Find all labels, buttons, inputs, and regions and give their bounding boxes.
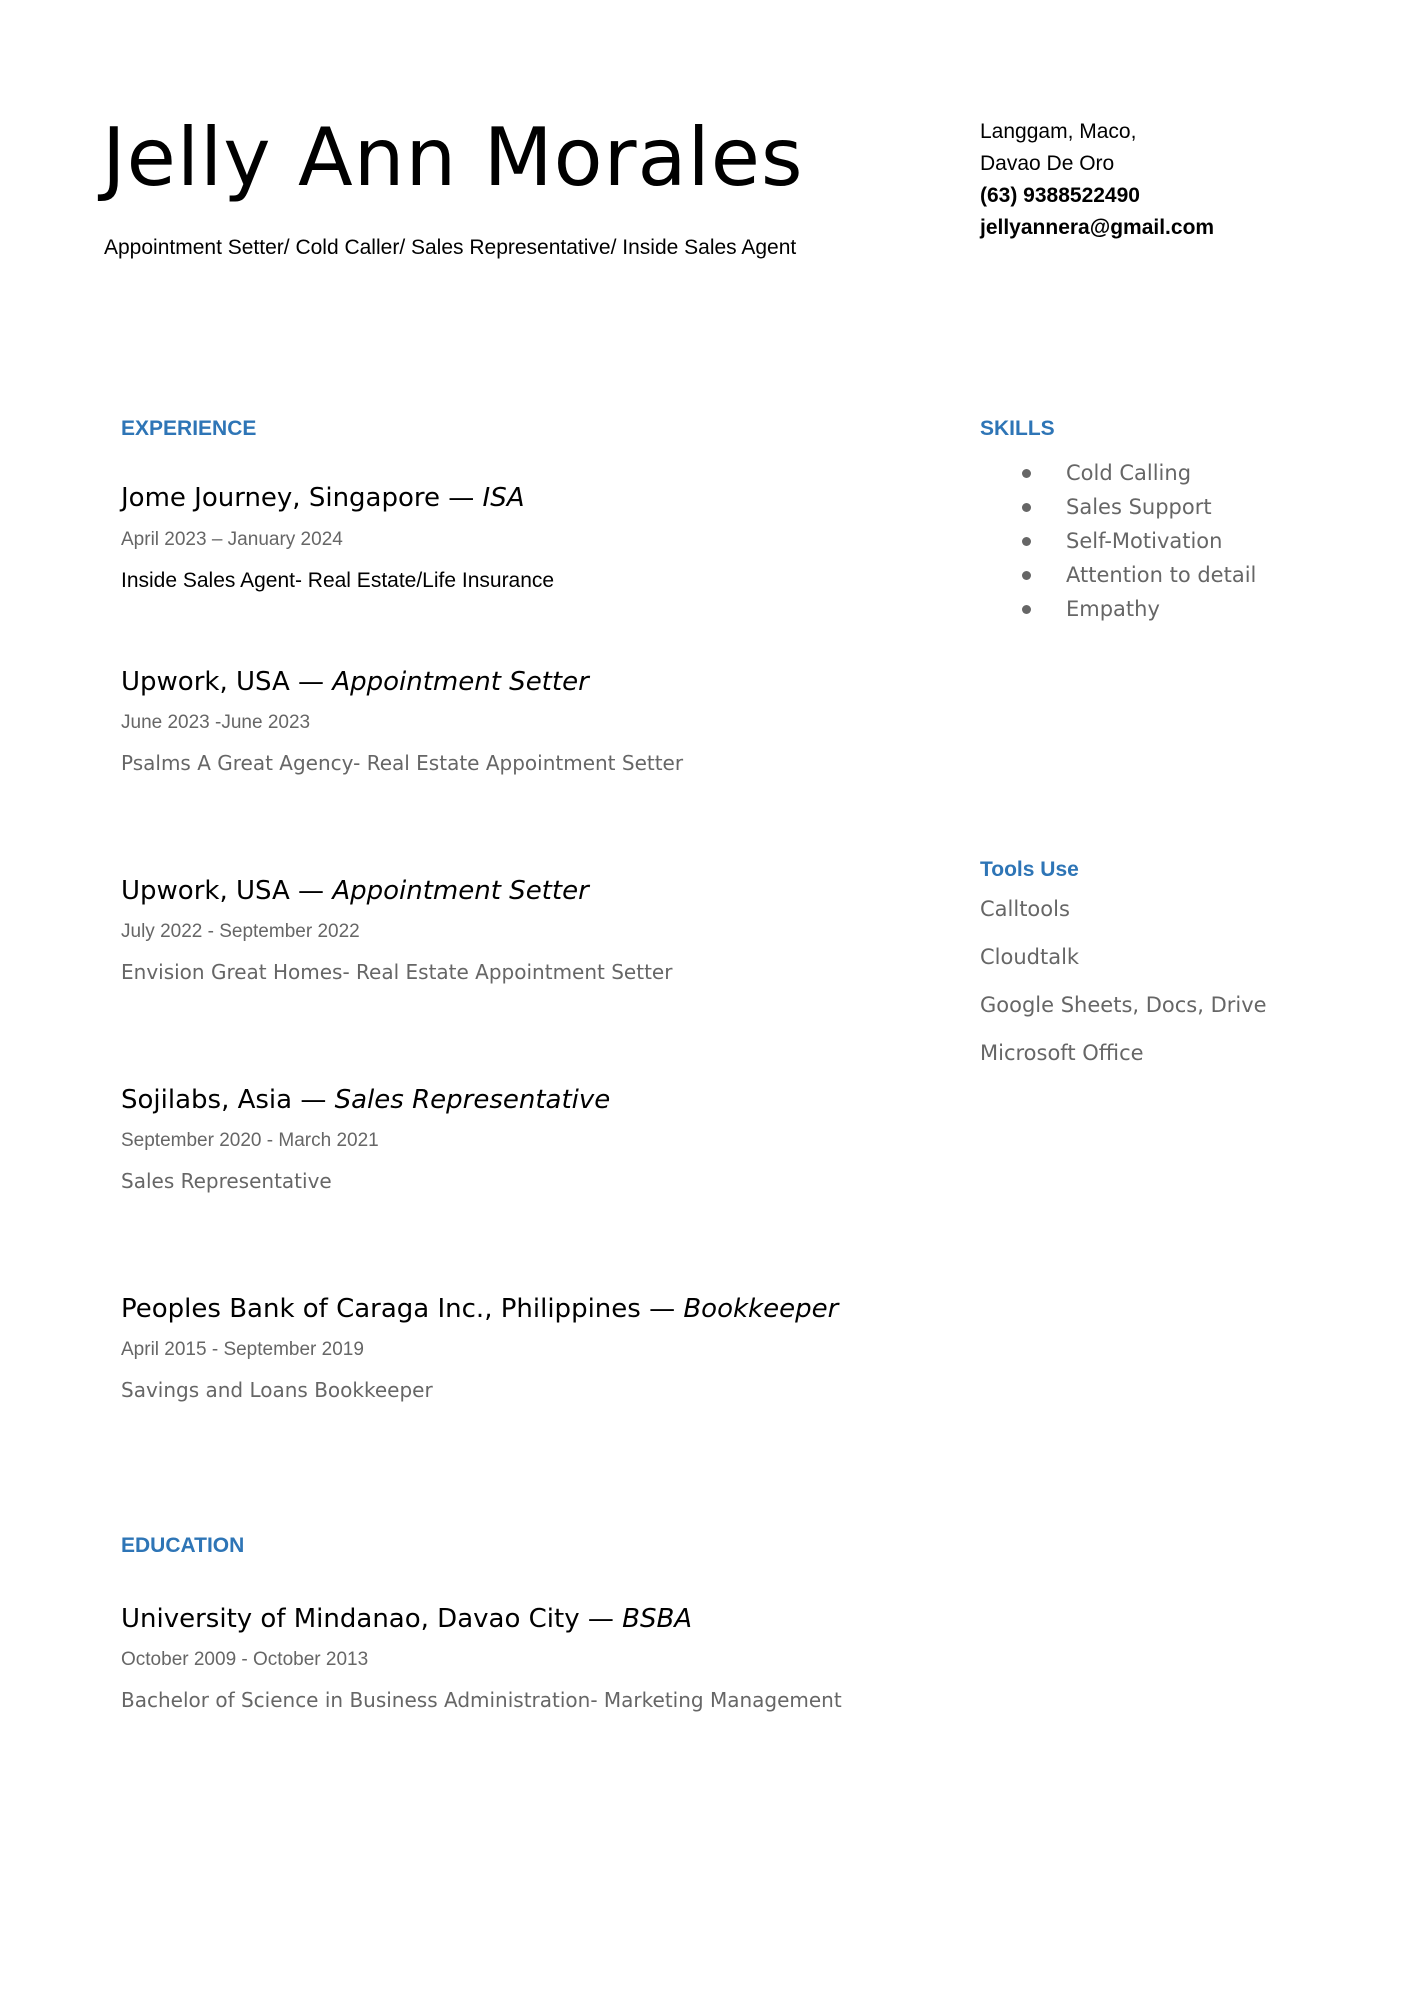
experience-description: Inside Sales Agent- Real Estate/Life Insurance [121,569,555,592]
experience-company: Upwork, USA [121,667,290,697]
skill-label: Self-Motivation [1066,529,1223,553]
bullet-icon [1022,503,1031,512]
experience-role: Appointment Setter [332,876,589,906]
address-line-2: Davao De Oro [980,152,1115,175]
email-address: jellyannera@gmail.com [980,216,1215,239]
tool-item: Cloudtalk [980,945,1080,969]
experience-dates: June 2023 -June 2023 [121,712,311,733]
experience-role: Sales Representative [334,1085,611,1115]
bullet-icon [1022,469,1031,478]
tool-item: Microsoft Office [980,1041,1144,1065]
experience-dates: September 2020 - March 2021 [121,1130,379,1151]
experience-location: Philippines — [492,1294,684,1324]
education-degree: BSBA [622,1604,693,1634]
experience-role: ISA [482,483,525,513]
skill-item [1022,592,1256,626]
experience-role: Bookkeeper [683,1294,839,1324]
experience-heading: EXPERIENCE [121,417,257,440]
skill-label: Empathy [1066,597,1160,621]
education-heading: EDUCATION [121,1534,245,1557]
resume-name: Jelly Ann Morales [102,111,804,204]
experience-dates: April 2023 – January 2024 [121,529,343,550]
experience-location: — [289,667,333,697]
experience-company: Peoples Bank of Caraga Inc., [121,1294,493,1324]
experience-description: Sales Representative [121,1169,332,1193]
experience-company: Jome Journey, [121,483,301,513]
skill-label: Sales Support [1066,495,1212,519]
education-description: Bachelor of Science in Business Administration- Marketing Management [121,1688,842,1712]
skills-heading: SKILLS [980,417,1055,440]
education-entry-title [121,1603,692,1635]
education-location: Davao City — [428,1604,623,1634]
education-school: University of Mindanao, [121,1604,429,1634]
skill-item [1022,524,1256,558]
experience-location: — [289,876,333,906]
skill-item [1022,456,1256,490]
experience-description: Envision Great Homes- Real Estate Appointment Setter [121,960,673,984]
experience-entry-title [121,666,589,698]
resume-subtitle: Appointment Setter/ Cold Caller/ Sales Representative/ Inside Sales Agent [104,236,797,259]
experience-location: — [292,1085,335,1115]
tools-list [980,896,1267,1088]
experience-description: Savings and Loans Bookkeeper [121,1378,433,1402]
phone-number: (63) 9388522490 [980,184,1140,207]
experience-company: Upwork, USA [121,876,290,906]
education-dates: October 2009 - October 2013 [121,1649,369,1670]
skills-list [1022,456,1256,626]
experience-dates: July 2022 - September 2022 [121,921,360,942]
experience-location: Singapore — [300,483,483,513]
bullet-icon [1022,571,1031,580]
experience-entry-title [121,1084,610,1116]
experience-company: Sojilabs, Asia [121,1085,293,1115]
experience-entry-title [121,875,589,907]
tool-item: Google Sheets, Docs, Drive [980,993,1267,1017]
skill-label: Cold Calling [1066,461,1192,485]
skill-item [1022,490,1256,524]
tools-heading: Tools Use [980,858,1079,881]
skill-label: Attention to detail [1066,563,1257,587]
contact-block [980,116,1214,244]
bullet-icon [1022,537,1031,546]
experience-entry-title [121,482,525,514]
experience-role: Appointment Setter [332,667,589,697]
bullet-icon [1022,605,1031,614]
tool-item: Calltools [980,897,1070,921]
address-line-1: Langgam, Maco, [980,120,1137,143]
skill-item [1022,558,1256,592]
experience-description: Psalms A Great Agency- Real Estate Appointment Setter [121,751,684,775]
experience-entry-title [121,1293,838,1325]
experience-dates: April 2015 - September 2019 [121,1339,364,1360]
